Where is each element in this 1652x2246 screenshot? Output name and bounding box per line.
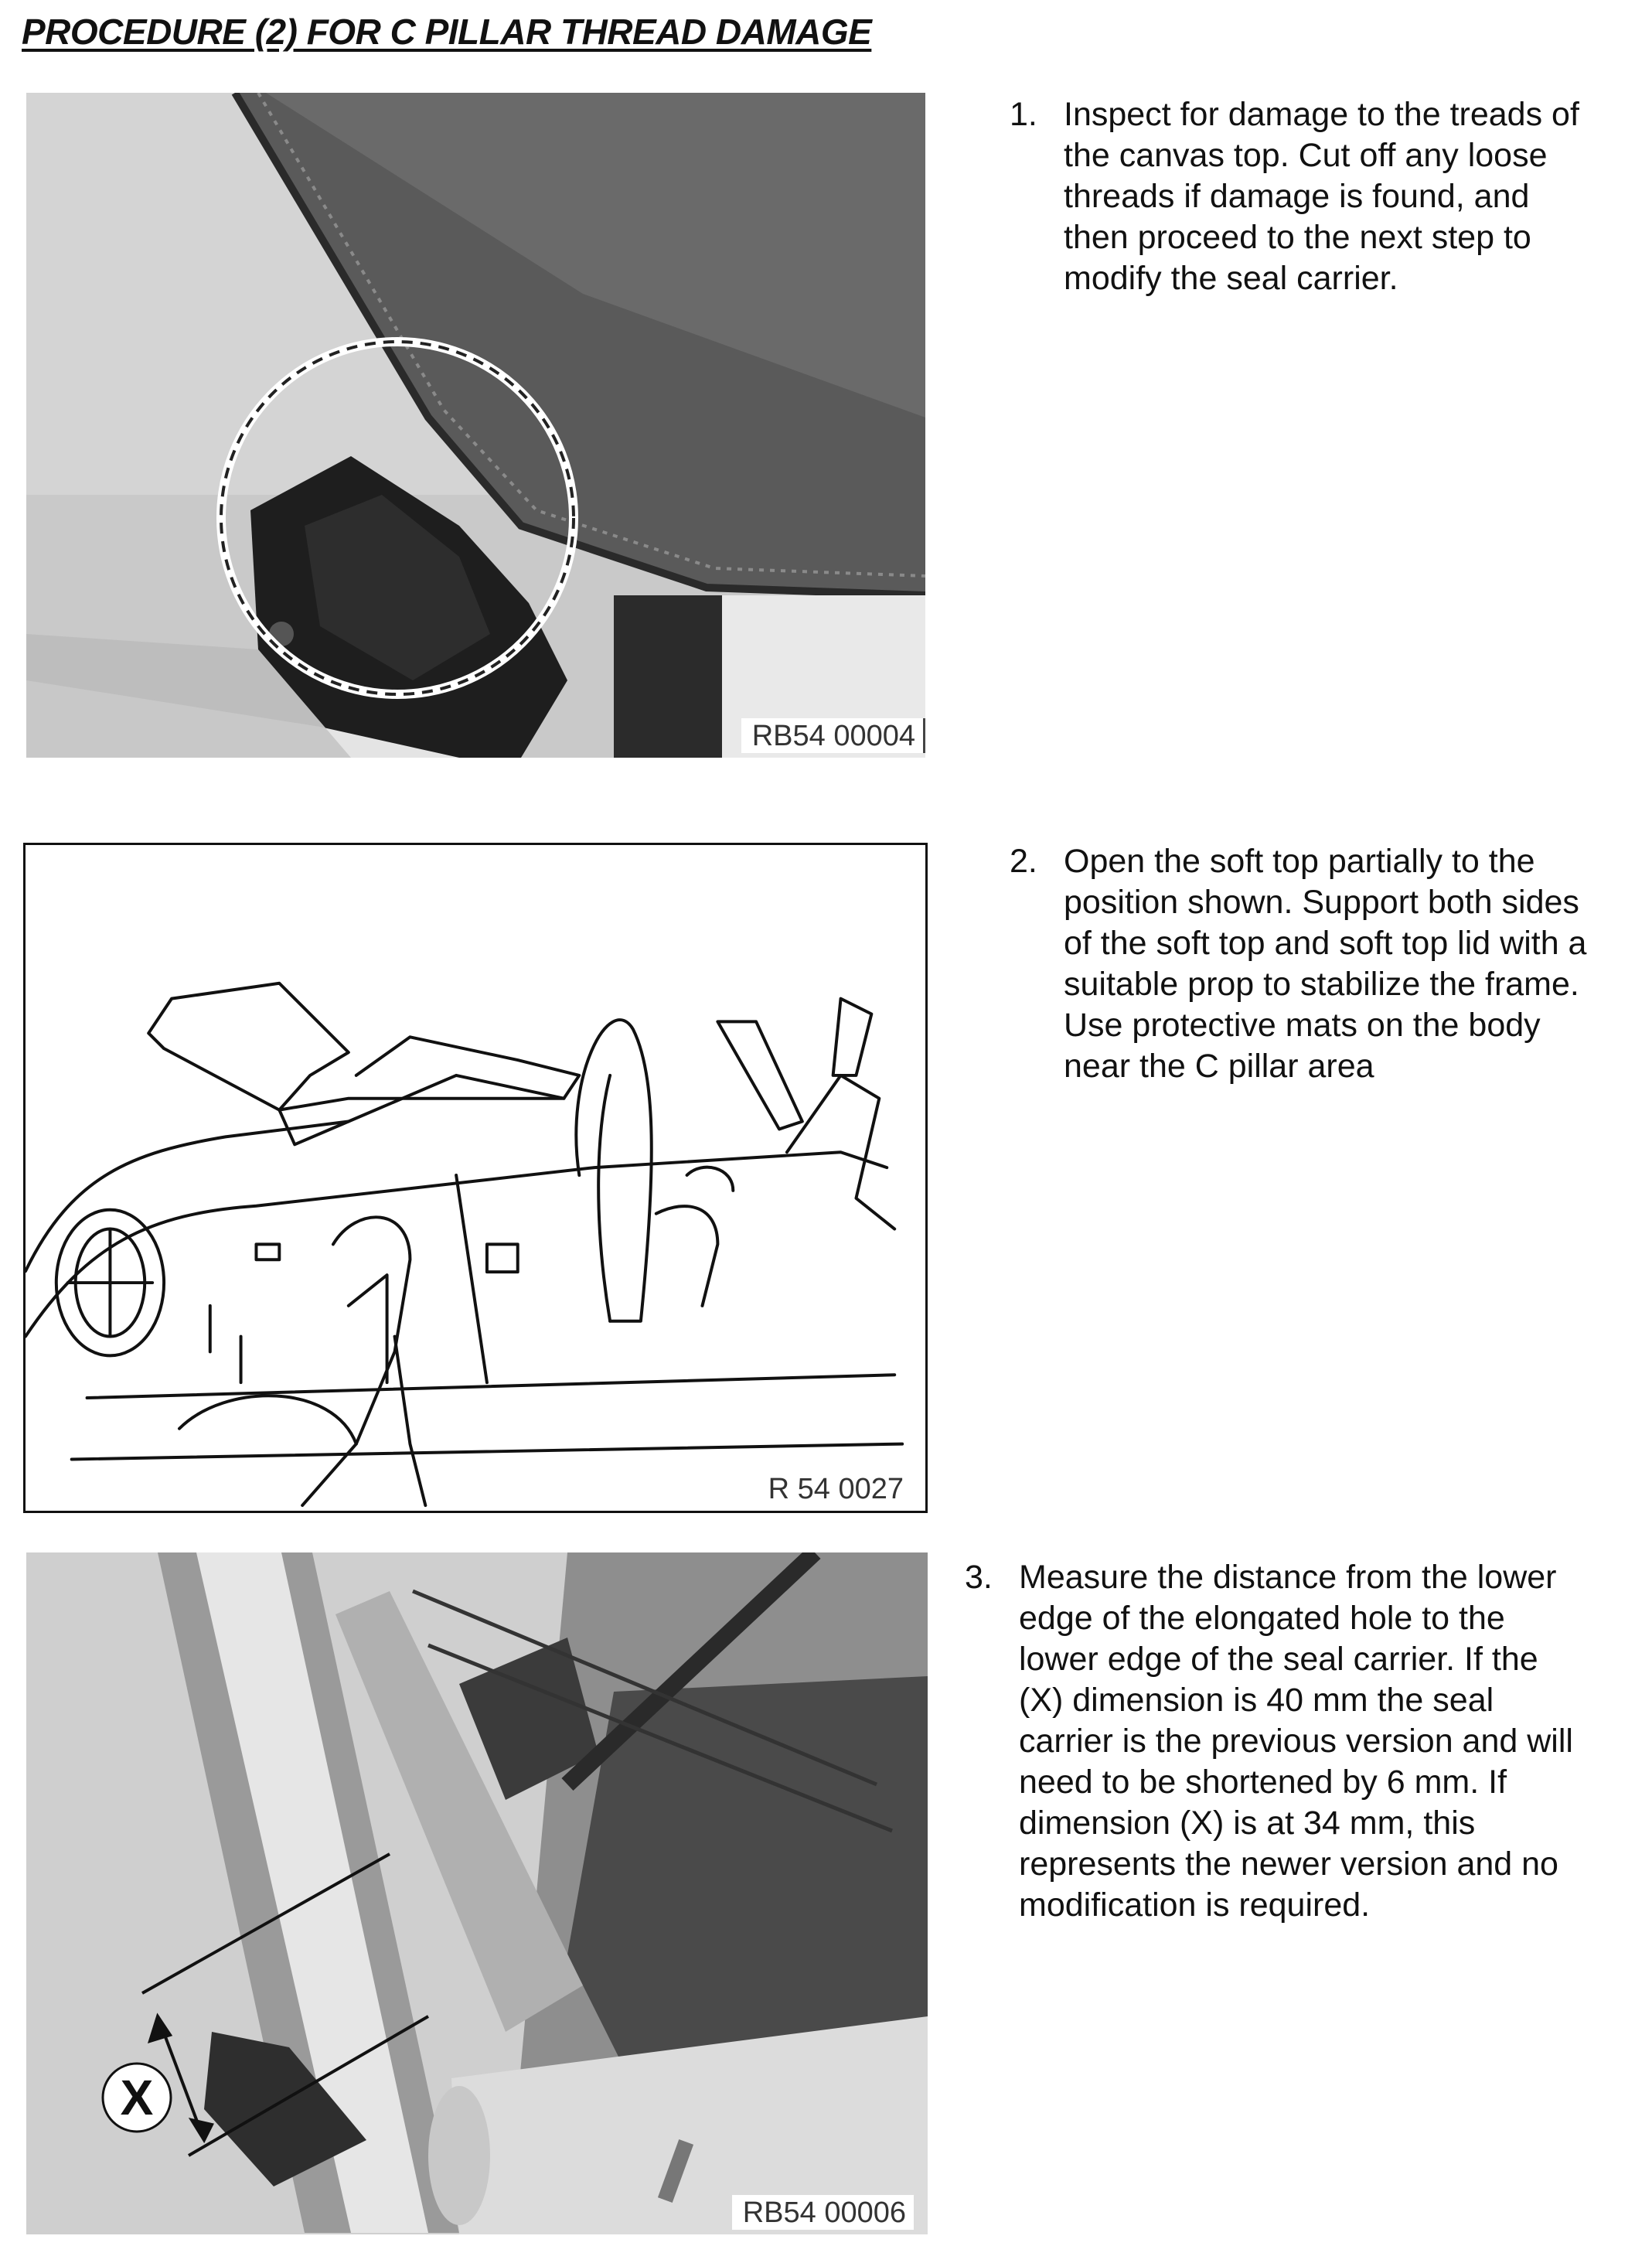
canvas-top-photo — [26, 93, 925, 758]
seal-carrier-photo — [26, 1552, 928, 2234]
step-text: Measure the distance from the lower edge of the elongated hole to the lower edge of the seal carrier. If the (X) dimension is 40 mm the seal carrier is the previous version and will need to be shortened by 6 mm. If dimension (X) is at 34 mm, this represents the newer version and no modification is required. — [1019, 1559, 1573, 1924]
procedure-step — [1010, 841, 1586, 1087]
procedure-step — [965, 1557, 1573, 1926]
step-number: 2. — [1010, 843, 1037, 880]
figure-reference-label: RB54 00004 — [741, 718, 925, 753]
figure-canvas-top-photo — [26, 93, 925, 758]
procedure-step — [1010, 94, 1579, 299]
step-text: Open the soft top partially to the position shown. Support both sides of the soft top and soft top lid with a suitable prop to stabilize the frame. Use protective mats on the body near the C pillar area — [1064, 843, 1587, 1085]
page-title: PROCEDURE (2) FOR C PILLAR THREAD DAMAGE — [22, 12, 872, 52]
step-number: 3. — [965, 1559, 993, 1596]
soft-top-line-drawing — [26, 845, 925, 1511]
figure-reference-label: RB54 00006 — [732, 2195, 914, 2230]
step-text: Inspect for damage to the treads of the canvas top. Cut off any loose threads if damage is found, and then proceed to the next step to modify the seal carrier. — [1064, 96, 1579, 297]
figure-reference-label: R 54 0027 — [758, 1471, 911, 1506]
dimension-x-callout: X — [120, 2070, 154, 2125]
figure-soft-top-open-drawing — [23, 843, 928, 1513]
step-number: 1. — [1010, 96, 1037, 133]
figure-seal-carrier-measurement — [26, 1552, 928, 2234]
